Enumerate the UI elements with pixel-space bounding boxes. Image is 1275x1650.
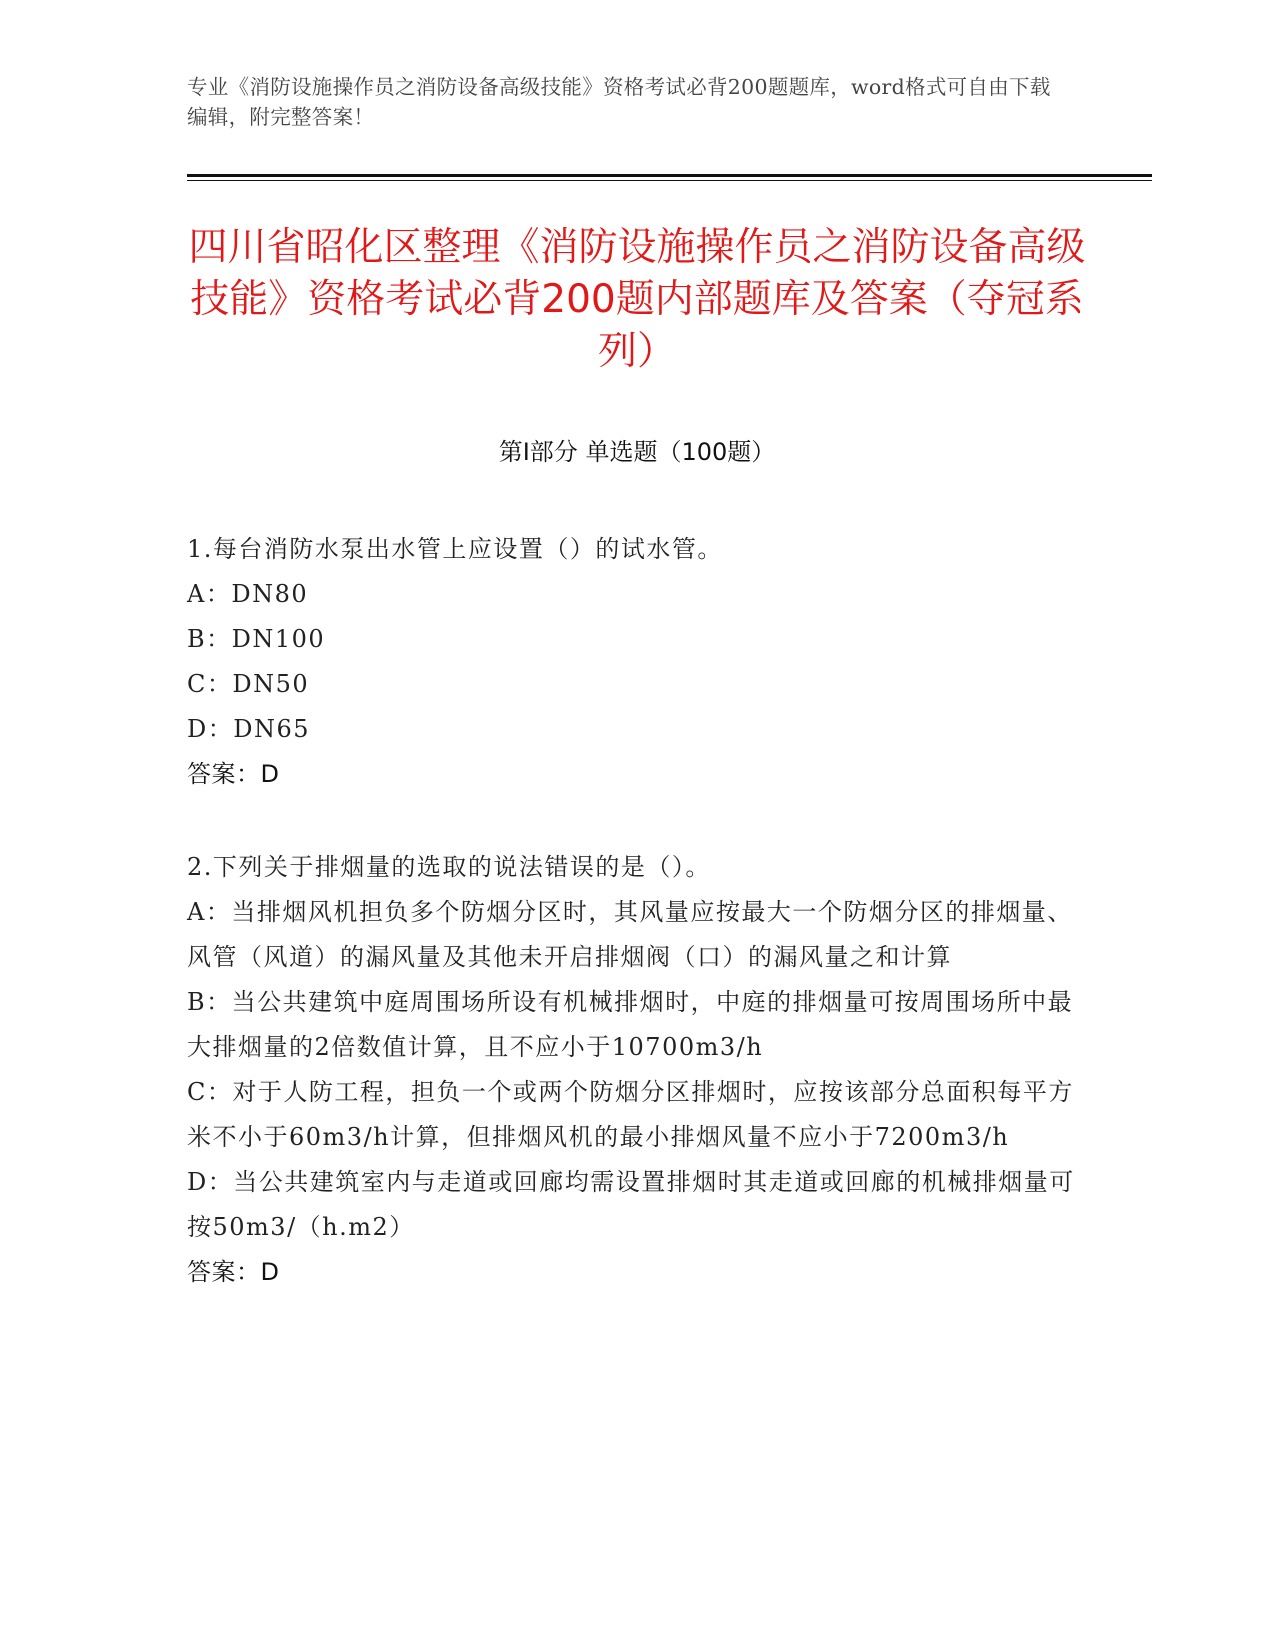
option-a: A：当排烟风机担负多个防烟分区时，其风量应按最大一个防烟分区的排烟量、风管（风道）的漏风量及其他未开启排烟阀（口）的漏风量之和计算 (187, 898, 1073, 971)
question-stem: 2.下列关于排烟量的选取的说法错误的是（）。 (187, 853, 711, 881)
option-b: B：DN100 (187, 625, 326, 653)
question-stem: 1.每台消防水泵出水管上应设置（）的试水管。 (187, 535, 723, 563)
header-rule-thick (187, 174, 1152, 177)
document-title: 四川省昭化区整理《消防设施操作员之消防设备高级技能》资格考试必背200题内部题库及答案（夺冠系列） (188, 225, 1086, 374)
option-d: D：DN65 (187, 715, 311, 743)
answer-line: 答案：D (187, 1258, 280, 1286)
option-b: B：当公共建筑中庭周围场所设有机械排烟时，中庭的排烟量可按周围场所中最大排烟量的2倍数值计算，且不应小于10700m3/h (187, 988, 1074, 1061)
header-note: 专业《消防设施操作员之消防设备高级技能》资格考试必背200题题库，word格式可自由下载编辑，附完整答案！ (187, 75, 1051, 129)
option-d: D：当公共建筑室内与走道或回廊均需设置排烟时其走道或回廊的机械排烟量可按50m3/（h.m2） (187, 1168, 1075, 1241)
option-c: C：对于人防工程，担负一个或两个防烟分区排烟时，应按该部分总面积每平方米不小于60m3/h计算，但排烟风机的最小排烟风量不应小于7200m3/h (187, 1078, 1074, 1151)
question-block (187, 845, 1077, 1295)
option-a: A：DN80 (187, 580, 309, 608)
option-c: C：DN50 (187, 670, 310, 698)
question-block (187, 527, 1077, 797)
answer-line: 答案：D (187, 760, 280, 788)
header-rule-thin (187, 180, 1152, 181)
section-heading: 第Ⅰ部分 单选题（100题） (498, 438, 776, 466)
